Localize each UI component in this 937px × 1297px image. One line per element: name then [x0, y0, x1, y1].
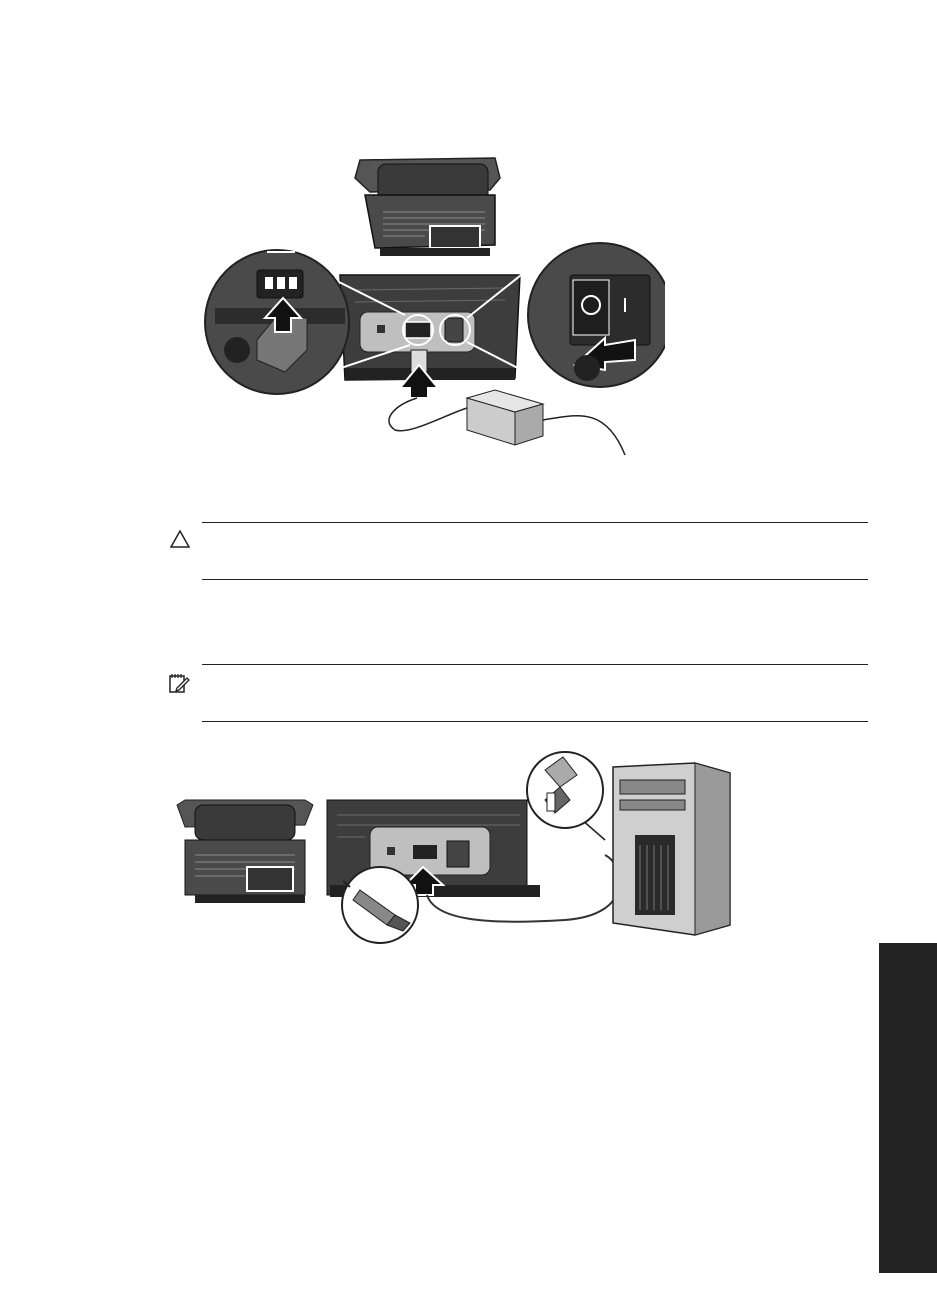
section-side-tab — [879, 943, 937, 1273]
usb-port-icon — [377, 325, 385, 333]
note-bottom-rule — [202, 721, 868, 722]
usb-connection-figure — [165, 745, 745, 945]
power-port-icon — [405, 322, 431, 338]
note-pad-icon — [168, 672, 190, 694]
power-switch-icon — [445, 318, 463, 342]
computer-tower — [613, 763, 730, 935]
usb-port-icon — [387, 847, 395, 855]
caution-bottom-rule — [202, 579, 868, 580]
usb-b-connector-magnifier — [342, 867, 418, 943]
caution-top-rule — [202, 522, 868, 523]
scanner-rear-view — [355, 158, 500, 256]
svg-text:2: 2 — [583, 360, 591, 376]
scanner-rear-view — [177, 800, 313, 903]
power-port-magnifier — [205, 250, 349, 394]
power-connection-figure — [195, 150, 665, 470]
power-switch-icon — [447, 841, 469, 867]
usb-a-connector-magnifier — [527, 752, 605, 840]
rear-port-panel — [340, 275, 520, 380]
note-top-rule — [202, 664, 868, 665]
power-switch-magnifier — [528, 243, 665, 387]
power-port-icon — [413, 845, 437, 859]
svg-text:1: 1 — [233, 342, 241, 358]
caution-triangle-icon — [170, 530, 190, 548]
